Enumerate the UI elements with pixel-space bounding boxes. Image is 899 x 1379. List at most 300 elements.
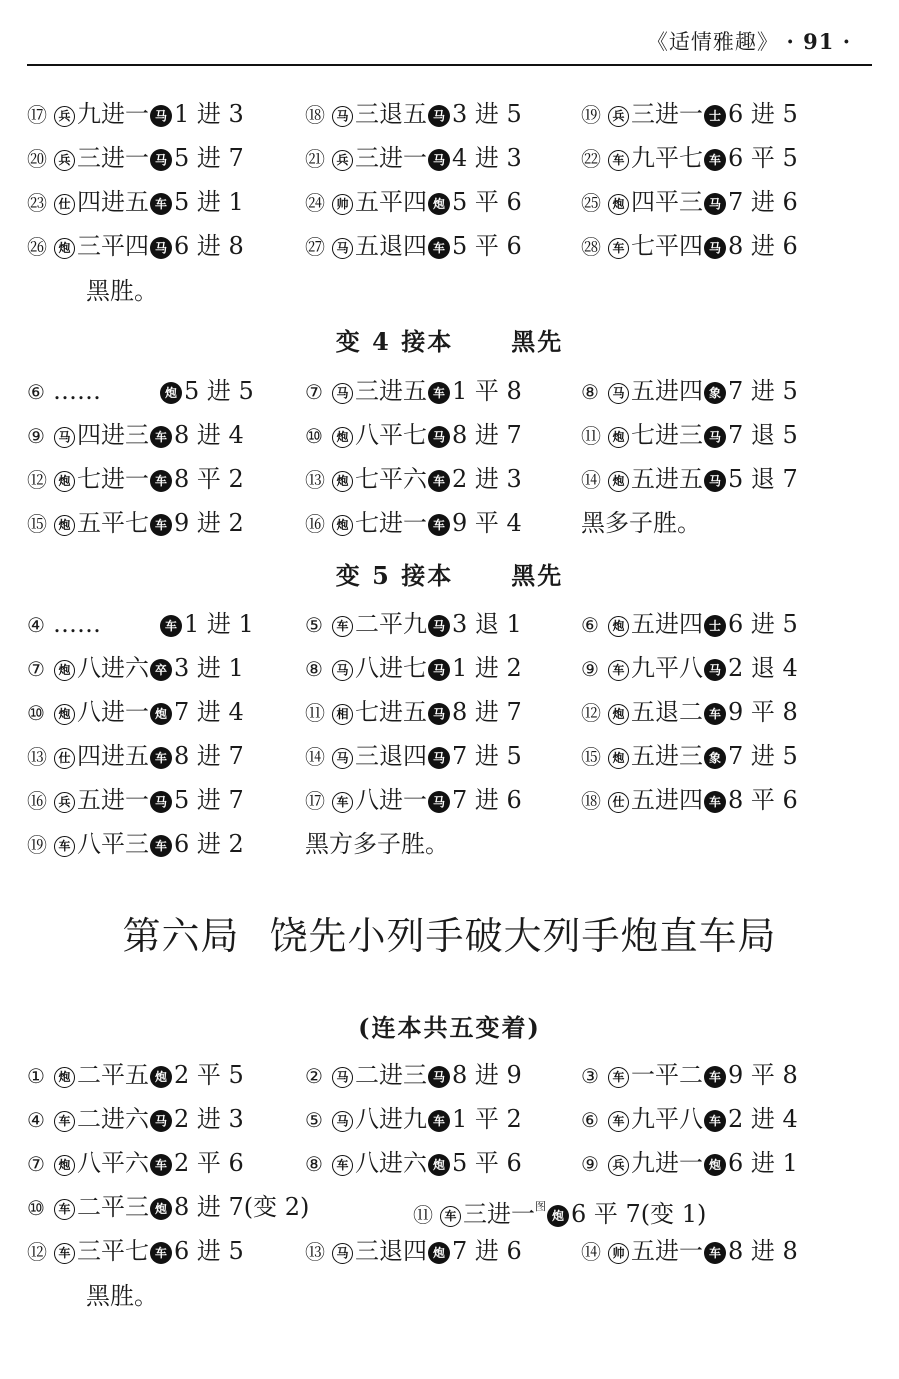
black-piece-icon: 马 xyxy=(150,105,172,127)
red-piece-icon: 马 xyxy=(332,1067,353,1088)
red-piece-icon: 炮 xyxy=(608,748,629,769)
move-text: 8 进 9 xyxy=(452,1061,522,1089)
black-piece-icon: 马 xyxy=(150,149,172,171)
move-text: 9 进 2 xyxy=(174,509,244,537)
black-piece-icon: 车 xyxy=(150,470,172,492)
move-cell xyxy=(581,373,798,410)
red-piece-icon: 炮 xyxy=(608,471,629,492)
move-number: ⑮ xyxy=(581,745,598,769)
book-title: 《适情雅趣》 xyxy=(646,30,779,54)
move-number: ⑫ xyxy=(27,468,44,492)
move-number: ㉗ xyxy=(305,235,322,259)
move-cell xyxy=(581,417,798,454)
move-text: 一平二 xyxy=(631,1061,703,1089)
move-text: 三平四 xyxy=(77,232,149,260)
move-text: 3 进 1 xyxy=(174,654,244,682)
black-piece-icon: 象 xyxy=(704,382,726,404)
move-cell xyxy=(581,140,798,177)
move-text: 8 进 4 xyxy=(174,421,244,449)
move-cell xyxy=(27,184,244,221)
red-piece-icon: 马 xyxy=(54,427,75,448)
black-piece-icon: 车 xyxy=(150,747,172,769)
black-piece-icon: 士 xyxy=(704,105,726,127)
move-text: 5 平 6 xyxy=(452,232,522,260)
move-cell xyxy=(305,96,522,133)
move-text: 九平八 xyxy=(631,654,703,682)
move-number: ⑥ xyxy=(27,380,42,404)
move-cell xyxy=(305,373,522,410)
move-text: 二进六 xyxy=(77,1105,149,1133)
move-text: 7 进 6 xyxy=(728,188,798,216)
move-cell xyxy=(305,1101,522,1138)
black-piece-icon: 马 xyxy=(704,193,726,215)
move-cell xyxy=(305,694,522,731)
black-piece-icon: 马 xyxy=(428,1066,450,1088)
chapter-number: 第六局 xyxy=(122,914,240,958)
move-text: 五进四 xyxy=(631,786,703,814)
black-piece-icon: 车 xyxy=(704,1242,726,1264)
move-text: …… xyxy=(53,377,101,405)
move-text: 八进六 xyxy=(77,654,149,682)
red-piece-icon: 车 xyxy=(332,616,353,637)
move-text: 五进四 xyxy=(631,610,703,638)
move-text: 八进一 xyxy=(77,698,149,726)
move-text: 8 平 2 xyxy=(174,465,244,493)
move-text: 8 进 7 xyxy=(174,742,244,770)
red-piece-icon: 兵 xyxy=(54,106,75,127)
move-text: 2 平 5 xyxy=(174,1061,244,1089)
move-text: 二平三 xyxy=(77,1193,149,1221)
move-cell xyxy=(581,1057,798,1094)
move-text: 5 进 1 xyxy=(174,188,244,216)
move-cell xyxy=(27,1057,244,1094)
red-piece-icon: 炮 xyxy=(54,1155,75,1176)
black-piece-icon: 炮 xyxy=(428,193,450,215)
move-number: ⑯ xyxy=(27,789,44,813)
red-piece-icon: 车 xyxy=(332,1155,353,1176)
black-piece-icon: 炮 xyxy=(547,1205,569,1227)
move-text: 八平三 xyxy=(77,830,149,858)
move-text: 八进七 xyxy=(355,654,427,682)
black-piece-icon: 车 xyxy=(704,1066,726,1088)
move-text: 三退四 xyxy=(355,1237,427,1265)
red-piece-icon: 车 xyxy=(332,792,353,813)
move-cell xyxy=(27,738,244,775)
move-cell xyxy=(413,1189,706,1233)
move-number: ⑰ xyxy=(305,789,322,813)
page-header xyxy=(647,26,851,56)
red-piece-icon: 马 xyxy=(332,106,353,127)
black-piece-icon: 马 xyxy=(150,237,172,259)
move-cell xyxy=(305,228,522,265)
black-piece-icon: 马 xyxy=(428,615,450,637)
black-piece-icon: 象 xyxy=(704,747,726,769)
red-piece-icon: 车 xyxy=(54,1199,75,1220)
move-text: 五进三 xyxy=(631,742,703,770)
move-cell xyxy=(27,228,244,265)
red-piece-icon: 马 xyxy=(332,1111,353,1132)
move-text: 1 进 3 xyxy=(174,100,244,128)
red-piece-icon: 兵 xyxy=(54,792,75,813)
move-cell xyxy=(581,96,798,133)
move-text: 四进五 xyxy=(77,188,149,216)
move-text: 九平七 xyxy=(631,144,703,172)
black-piece-icon: 车 xyxy=(160,615,182,637)
move-cell xyxy=(27,1189,309,1226)
move-text: 九进一 xyxy=(631,1149,703,1177)
move-text: 5 进 7 xyxy=(174,144,244,172)
move-text: 7 退 5 xyxy=(728,421,798,449)
red-piece-icon: 兵 xyxy=(608,1155,629,1176)
first-mover-label: 黑先 xyxy=(511,561,564,590)
move-text: 7 进 5 xyxy=(728,377,798,405)
red-piece-icon: 仕 xyxy=(608,792,629,813)
move-number: ⑮ xyxy=(27,512,44,536)
move-text: 6 平 7(变 1) xyxy=(571,1200,707,1228)
move-number: ⑩ xyxy=(27,1196,42,1220)
result-text: 黑胜。 xyxy=(86,1282,158,1310)
move-text: 6 进 5 xyxy=(728,100,798,128)
black-piece-icon: 炮 xyxy=(428,1154,450,1176)
black-piece-icon: 卒 xyxy=(150,659,172,681)
red-piece-icon: 车 xyxy=(54,1243,75,1264)
figure-marker: 图 xyxy=(535,1200,546,1213)
move-text: 1 进 2 xyxy=(452,654,522,682)
move-cell xyxy=(27,1101,244,1138)
variation-heading xyxy=(0,322,899,357)
black-piece-icon: 车 xyxy=(428,237,450,259)
black-piece-icon: 车 xyxy=(428,470,450,492)
move-text: 7 进 5 xyxy=(452,742,522,770)
move-cell xyxy=(581,650,798,687)
move-cell xyxy=(305,184,522,221)
red-piece-icon: 车 xyxy=(608,1111,629,1132)
move-cell xyxy=(27,826,244,863)
move-number: ⑪ xyxy=(305,701,322,725)
move-text: 1 进 1 xyxy=(184,610,254,638)
move-cell xyxy=(27,650,244,687)
move-text: 3 进 5 xyxy=(452,100,522,128)
move-text: 7 进 6 xyxy=(452,786,522,814)
move-number: ⑬ xyxy=(305,1240,322,1264)
move-number: ㉖ xyxy=(27,235,44,259)
black-piece-icon: 马 xyxy=(428,747,450,769)
move-text: 7 进 5 xyxy=(728,742,798,770)
move-text: 五平七 xyxy=(77,509,149,537)
move-cell xyxy=(27,606,254,643)
move-number: ⑤ xyxy=(305,613,320,637)
black-piece-icon: 车 xyxy=(704,703,726,725)
move-text: 8 进 7 xyxy=(452,421,522,449)
black-piece-icon: 炮 xyxy=(704,1154,726,1176)
move-number: ⑧ xyxy=(305,1152,320,1176)
move-text: 二平九 xyxy=(355,610,427,638)
move-text: 七进一 xyxy=(355,509,427,537)
result-text: 黑多子胜。 xyxy=(581,509,701,537)
move-cell xyxy=(305,650,522,687)
move-number: ③ xyxy=(581,1064,596,1088)
move-cell xyxy=(305,461,522,498)
chapter-name: 饶先小列手破大列手炮直车局 xyxy=(269,914,777,958)
black-piece-icon: 车 xyxy=(428,382,450,404)
move-number: ㉘ xyxy=(581,235,598,259)
black-piece-icon: 马 xyxy=(428,105,450,127)
move-cell xyxy=(27,461,244,498)
move-number: ⑭ xyxy=(581,1240,598,1264)
move-number: ⑳ xyxy=(27,147,44,171)
black-piece-icon: 车 xyxy=(150,426,172,448)
move-text: 三进一 xyxy=(631,100,703,128)
header-rule xyxy=(27,64,872,66)
move-text: 2 进 3 xyxy=(174,1105,244,1133)
move-cell xyxy=(581,1233,798,1270)
red-piece-icon: 炮 xyxy=(608,427,629,448)
move-text: 五进五 xyxy=(631,465,703,493)
move-number: ⑦ xyxy=(27,1152,42,1176)
move-text: 四进五 xyxy=(77,742,149,770)
move-cell xyxy=(305,738,522,775)
black-piece-icon: 马 xyxy=(704,470,726,492)
move-number: ⑥ xyxy=(581,1108,596,1132)
move-text: 八平六 xyxy=(77,1149,149,1177)
black-piece-icon: 车 xyxy=(150,1154,172,1176)
black-piece-icon: 车 xyxy=(150,193,172,215)
move-number: ⑦ xyxy=(305,380,320,404)
move-text: 6 进 8 xyxy=(174,232,244,260)
red-piece-icon: 车 xyxy=(608,1067,629,1088)
red-piece-icon: 仕 xyxy=(54,194,75,215)
red-piece-icon: 车 xyxy=(608,238,629,259)
move-cell xyxy=(305,1233,522,1270)
black-piece-icon: 马 xyxy=(704,426,726,448)
move-cell xyxy=(27,373,254,410)
move-cell xyxy=(581,694,798,731)
move-number: ⑨ xyxy=(581,1152,596,1176)
red-piece-icon: 炮 xyxy=(608,616,629,637)
red-piece-icon: 炮 xyxy=(608,704,629,725)
move-cell xyxy=(581,228,798,265)
move-text: 7 进 6 xyxy=(452,1237,522,1265)
red-piece-icon: 马 xyxy=(608,383,629,404)
red-piece-icon: 马 xyxy=(332,238,353,259)
move-number: ⑨ xyxy=(27,424,42,448)
black-piece-icon: 车 xyxy=(428,1110,450,1132)
black-piece-icon: 车 xyxy=(150,1242,172,1264)
move-text: 七平六 xyxy=(355,465,427,493)
move-number: ⑩ xyxy=(305,424,320,448)
red-piece-icon: 仕 xyxy=(54,748,75,769)
chapter-subtitle: (连本共五变着) xyxy=(358,1013,541,1042)
move-number: ④ xyxy=(27,613,42,637)
move-number: ⑧ xyxy=(305,657,320,681)
variation-heading xyxy=(0,556,899,591)
move-number: ① xyxy=(27,1064,42,1088)
move-text: 5 平 6 xyxy=(452,1149,522,1177)
move-number: ⑯ xyxy=(305,512,322,536)
black-piece-icon: 车 xyxy=(704,1110,726,1132)
black-piece-icon: 炮 xyxy=(428,1242,450,1264)
move-text: 四平三 xyxy=(631,188,703,216)
move-text: 三退四 xyxy=(355,742,427,770)
move-cell xyxy=(305,606,522,643)
move-cell xyxy=(305,505,522,542)
move-text: 6 进 5 xyxy=(174,1237,244,1265)
black-piece-icon: 马 xyxy=(428,149,450,171)
red-piece-icon: 炮 xyxy=(608,194,629,215)
chapter-title xyxy=(0,905,899,960)
black-piece-icon: 马 xyxy=(150,791,172,813)
black-piece-icon: 马 xyxy=(704,237,726,259)
red-piece-icon: 炮 xyxy=(54,515,75,536)
move-text: 四进三 xyxy=(77,421,149,449)
red-piece-icon: 马 xyxy=(332,1243,353,1264)
move-number: ⑥ xyxy=(581,613,596,637)
move-text: 八平七 xyxy=(355,421,427,449)
move-text: 2 平 6 xyxy=(174,1149,244,1177)
red-piece-icon: 帅 xyxy=(608,1243,629,1264)
red-piece-icon: 车 xyxy=(54,1111,75,1132)
move-number: ⑩ xyxy=(27,701,42,725)
move-cell xyxy=(27,1145,244,1182)
move-number: ㉓ xyxy=(27,191,44,215)
move-number: ④ xyxy=(27,1108,42,1132)
move-text: 6 进 5 xyxy=(728,610,798,638)
move-text: 2 进 3 xyxy=(452,465,522,493)
move-number: ⑭ xyxy=(581,468,598,492)
black-piece-icon: 车 xyxy=(150,514,172,536)
move-text: 七进五 xyxy=(355,698,427,726)
black-piece-icon: 炮 xyxy=(150,703,172,725)
move-text: 五退二 xyxy=(631,698,703,726)
move-cell xyxy=(581,184,798,221)
move-text: 三进一 xyxy=(463,1200,535,1228)
move-cell xyxy=(27,140,244,177)
move-text: 三进一 xyxy=(77,144,149,172)
red-piece-icon: 相 xyxy=(332,704,353,725)
move-text: 三进五 xyxy=(355,377,427,405)
move-text: 8 进 6 xyxy=(728,232,798,260)
move-text: 三平七 xyxy=(77,1237,149,1265)
move-text: 八进九 xyxy=(355,1105,427,1133)
move-cell xyxy=(305,417,522,454)
red-piece-icon: 炮 xyxy=(54,1067,75,1088)
move-text: 五退四 xyxy=(355,232,427,260)
variation-label: 变 5 接本 xyxy=(335,561,454,590)
move-cell xyxy=(581,505,701,541)
move-text: …… xyxy=(53,610,101,638)
move-text: 2 退 4 xyxy=(728,654,798,682)
move-text: 6 进 2 xyxy=(174,830,244,858)
red-piece-icon: 炮 xyxy=(54,238,75,259)
move-cell xyxy=(305,782,522,819)
move-cell xyxy=(27,96,244,133)
move-number: ⑦ xyxy=(27,657,42,681)
black-piece-icon: 马 xyxy=(704,659,726,681)
move-number: ⑲ xyxy=(27,833,44,857)
red-piece-icon: 车 xyxy=(608,150,629,171)
move-number: ⑬ xyxy=(305,468,322,492)
red-piece-icon: 炮 xyxy=(54,704,75,725)
move-text: 三退五 xyxy=(355,100,427,128)
black-piece-icon: 马 xyxy=(150,1110,172,1132)
move-number: ⑫ xyxy=(581,701,598,725)
move-number: ⑱ xyxy=(581,789,598,813)
red-piece-icon: 炮 xyxy=(54,471,75,492)
move-text: 八进六 xyxy=(355,1149,427,1177)
red-piece-icon: 马 xyxy=(332,748,353,769)
move-cell xyxy=(581,1145,798,1182)
black-piece-icon: 士 xyxy=(704,615,726,637)
black-piece-icon: 炮 xyxy=(150,1198,172,1220)
black-piece-icon: 马 xyxy=(428,659,450,681)
move-text: 6 进 1 xyxy=(728,1149,798,1177)
move-text: 五进一 xyxy=(77,786,149,814)
move-number: ② xyxy=(305,1064,320,1088)
red-piece-icon: 炮 xyxy=(332,515,353,536)
black-piece-icon: 车 xyxy=(150,835,172,857)
move-cell xyxy=(305,826,449,862)
move-text: 5 进 7 xyxy=(174,786,244,814)
move-text: 七进三 xyxy=(631,421,703,449)
move-text: 五平四 xyxy=(355,188,427,216)
move-text: 七平四 xyxy=(631,232,703,260)
move-text: 9 平 8 xyxy=(728,1061,798,1089)
move-text: 3 退 1 xyxy=(452,610,522,638)
move-cell xyxy=(27,782,244,819)
red-piece-icon: 炮 xyxy=(332,471,353,492)
red-piece-icon: 车 xyxy=(54,836,75,857)
result-text: 黑方多子胜。 xyxy=(305,830,449,858)
move-text: 二平五 xyxy=(77,1061,149,1089)
move-cell xyxy=(581,461,798,498)
move-cell xyxy=(305,1057,522,1094)
move-text: 5 平 6 xyxy=(452,188,522,216)
black-piece-icon: 车 xyxy=(428,514,450,536)
move-text: 9 平 8 xyxy=(728,698,798,726)
move-cell xyxy=(27,417,244,454)
move-number: ⑪ xyxy=(413,1203,430,1227)
move-number: ⑬ xyxy=(27,745,44,769)
red-piece-icon: 兵 xyxy=(332,150,353,171)
move-cell xyxy=(305,1145,522,1182)
move-cell xyxy=(305,140,522,177)
move-number: ⑲ xyxy=(581,103,598,127)
move-text: 8 进 7 xyxy=(452,698,522,726)
move-text: 三进一 xyxy=(355,144,427,172)
move-text: 8 进 8 xyxy=(728,1237,798,1265)
move-text: 2 进 4 xyxy=(728,1105,798,1133)
move-text: 九平八 xyxy=(631,1105,703,1133)
move-text: 6 平 5 xyxy=(728,144,798,172)
red-piece-icon: 马 xyxy=(332,660,353,681)
move-number: ⑭ xyxy=(305,745,322,769)
page-number: · 91 · xyxy=(786,29,851,54)
move-cell xyxy=(581,1101,798,1138)
move-text: 8 平 6 xyxy=(728,786,798,814)
move-number: ⑤ xyxy=(305,1108,320,1132)
black-piece-icon: 炮 xyxy=(150,1066,172,1088)
red-piece-icon: 兵 xyxy=(608,106,629,127)
move-number: ㉒ xyxy=(581,147,598,171)
move-text: 五进四 xyxy=(631,377,703,405)
move-text: 二进三 xyxy=(355,1061,427,1089)
red-piece-icon: 车 xyxy=(608,660,629,681)
move-text: 4 进 3 xyxy=(452,144,522,172)
move-text: 七进一 xyxy=(77,465,149,493)
red-piece-icon: 炮 xyxy=(332,427,353,448)
move-number: ⑰ xyxy=(27,103,44,127)
first-mover-label: 黑先 xyxy=(511,327,564,356)
